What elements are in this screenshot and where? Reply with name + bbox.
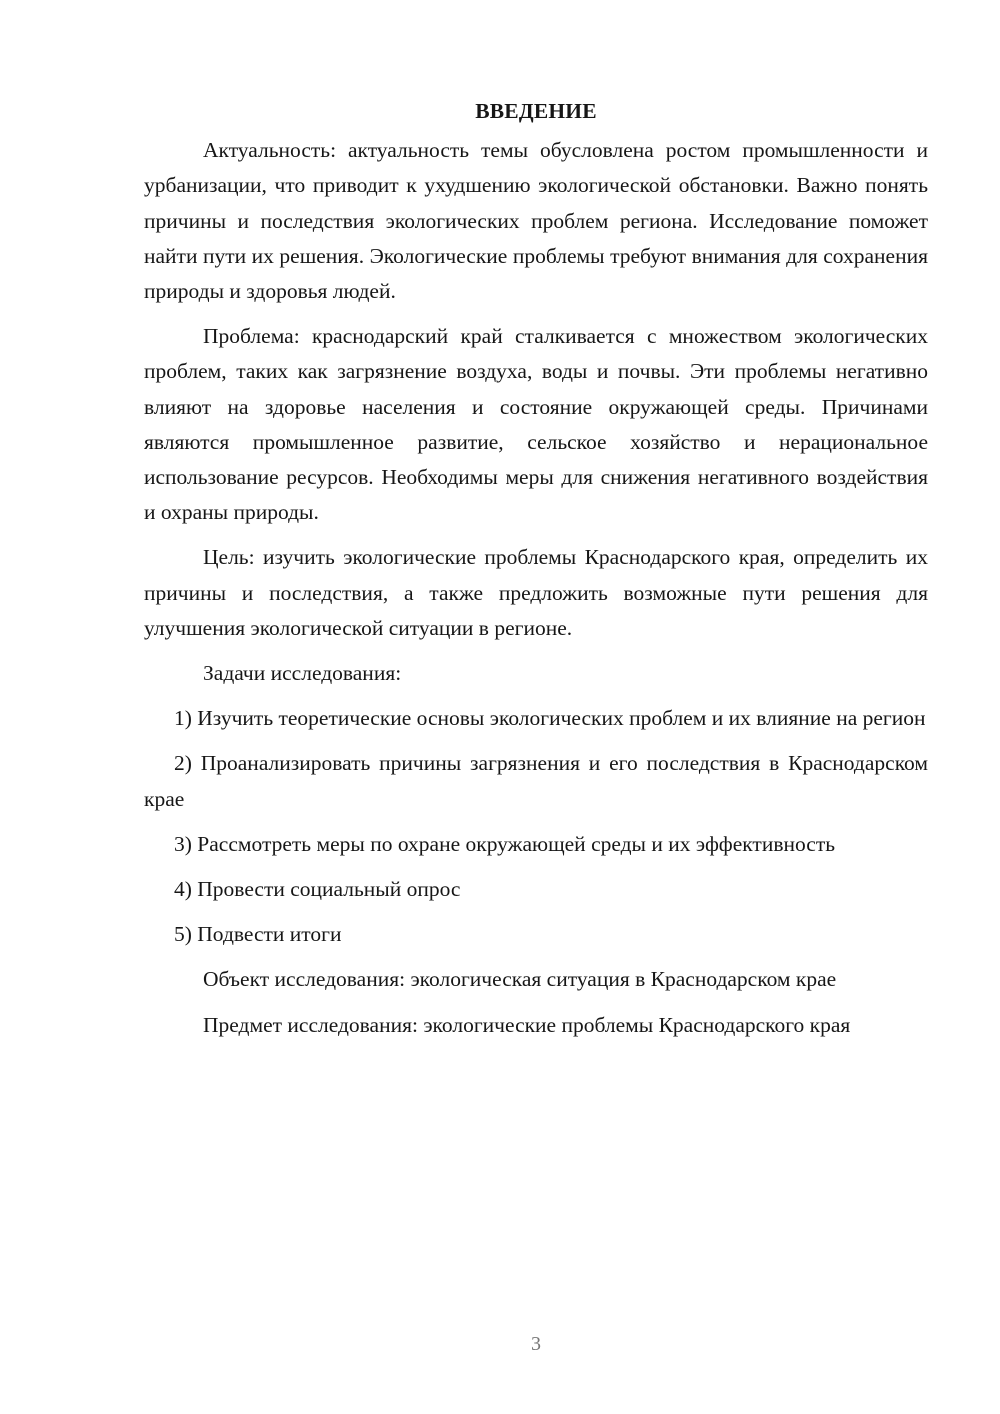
tasks-title: Задачи исследования:	[203, 661, 402, 686]
subject-paragraph: Предмет исследования: экологические проблемы Краснодарского края	[203, 1012, 851, 1037]
page-body	[144, 94, 928, 1053]
object-paragraph: Объект исследования: экологическая ситуация в Краснодарском крае	[203, 967, 837, 992]
task-item: 5) Подвести итоги	[174, 922, 342, 947]
problem-paragraph: Проблема: краснодарский край сталкивается с множеством экологических проблем, таких как загрязнение воздуха, воды и почвы. Эти проблемы негативно влияют на здоровье населения и состояние окружающей среды. Причинами являются промышленное развитие, сельское хозяйство и нерациональное использование ресурсов. Необходимы меры для снижения негативного воздействия и охраны природы.	[144, 324, 928, 525]
section-heading: ВВЕДЕНИЕ	[475, 99, 597, 123]
goal-paragraph: Цель: изучить экологические проблемы Краснодарского края, определить их причины и последствия, а также предложить возможные пути решения для улучшения экологической ситуации в регионе.	[144, 545, 928, 640]
tasks-list	[144, 701, 928, 952]
task-item: 3) Рассмотреть меры по охране окружающей среды и их эффективность	[174, 831, 836, 856]
task-item: 1) Изучить теоретические основы экологических проблем и их влияние на регион	[174, 706, 926, 731]
relevance-paragraph: Актуальность: актуальность темы обусловлена ростом промышленности и урбанизации, что приводит к ухудшению экологической обстановки. Важно понять причины и последствия экологических проблем региона. Исследование поможет найти пути их решения. Экологические проблемы требуют внимания для сохранения природы и здоровья людей.	[144, 138, 928, 304]
task-item: 4) Провести социальный опрос	[174, 877, 461, 902]
task-item: 2) Проанализировать причины загрязнения и его последствия в Краснодарском крае	[144, 751, 928, 811]
page-number: 3	[531, 1333, 541, 1355]
